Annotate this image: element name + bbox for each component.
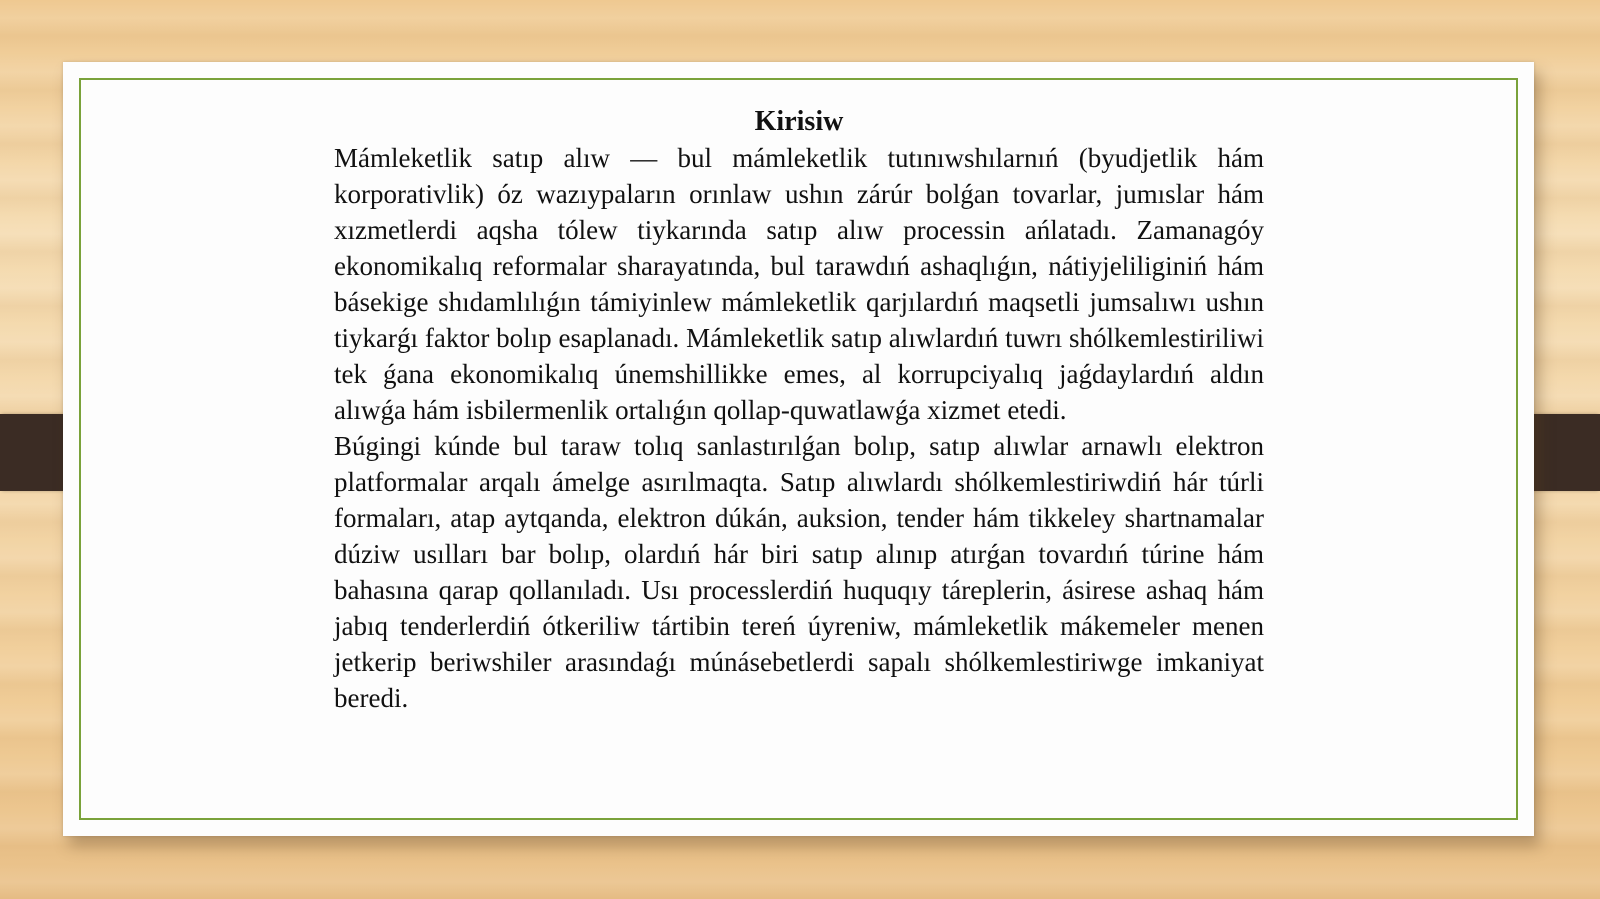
paragraph-2: Búgingi kúnde bul taraw tolıq sanlastırılǵan bolıp, satıp alıwlar arnawlı elektron platformalar arqalı ámelge asırılmaqta. Satıp alıwlardı shólkemlestiriwdiń hár túrli formaları, atap aytqanda, elektron dúkán, auksion, tender hám tikkeley shartnamalar dúziw usılları bar bolıp, olardıń hár biri satıp alınıp atırǵan tovardıń túrine hám bahasına qarap qollanıladı. Usı processlerdiń huquqıy táreplerin, ásirese ashaq hám jabıq tenderlerdiń ótkeriliw tártibin tereń úyreniw, mámleketlik mákemeler menen jetkerip beriwshiler arasındaǵı múnásebetlerdi sapalı shólkemlestiriwge imkaniyat beredi.: [334, 431, 1264, 713]
slide-title: Kirisiw: [754, 106, 844, 137]
slide-content: [334, 104, 1264, 716]
paragraph-1: Mámleketlik satıp alıw — bul mámleketlik tutınıwshılarnıń (byudjetlik hám korporativlik) óz wazıypaların orınlaw ushın zárúr bolǵan tovarlar, jumıslar hám xızmetlerdi aqsha tólew tiykarında satıp alıw processin ańlatadı. Zamanagóy ekonomikalıq reformalar sharayatında, bul tarawdıń ashaqlıǵın, nátiyjeliliginiń hám básekige shıdamlılıǵın támiyinlew mámleketlik qarjılardıń maqsetli jumsalıwı ushın tiykarǵı faktor bolıp esaplanadı. Mámleketlik satıp alıwlardıń tuwrı shólkemlestiriliwi tek ǵana ekonomikalıq únemshillikke emes, al korrupciyalıq jaǵdaylardıń aldın alıwǵa hám isbilermenlik ortalıǵın qollap-quwatlawǵa xizmet etedi.: [334, 143, 1264, 425]
